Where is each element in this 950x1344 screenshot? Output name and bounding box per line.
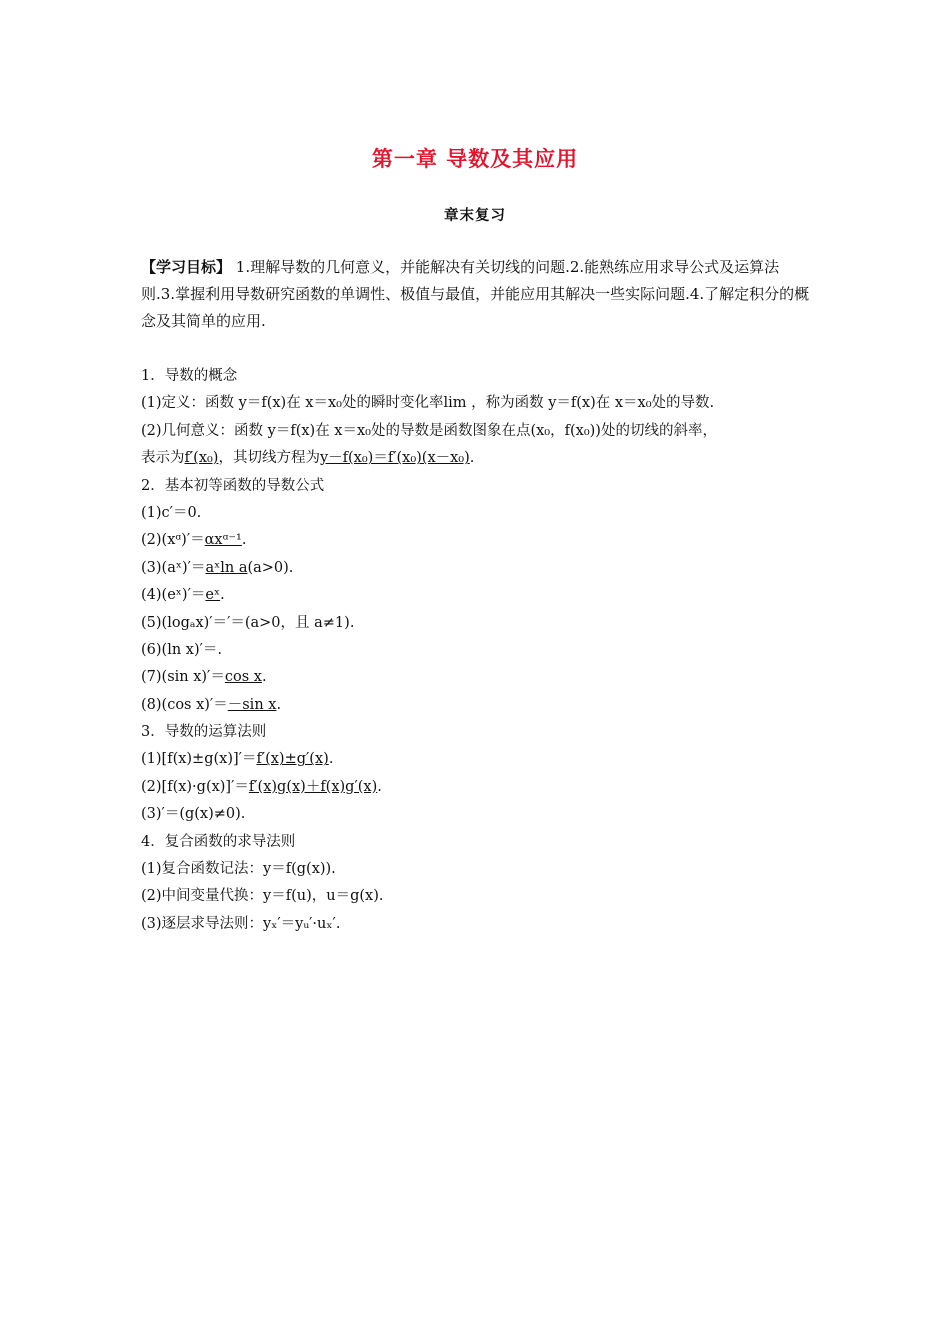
composite-line: (1)复合函数记法：y＝f(g(x)). [141, 861, 336, 878]
text-span: . [328, 751, 334, 768]
text-span: . [241, 532, 247, 549]
text-span: . [469, 450, 475, 467]
composite-line: (2)中间变量代换：y＝f(u)，u＝g(x). [141, 888, 384, 905]
blank-answer: f′(x₀) [184, 450, 219, 467]
blank-answer: eˣ [205, 587, 221, 604]
text-span: (a>0). [247, 559, 294, 576]
learning-goals-text: 1.理解导数的几何意义，并能解决有关切线的问题.2.能熟练应用求导公式及运算法则.3.掌握利用导数研究函数的单调性、极值与最值，并能应用其解决一些实际问题.4.了解定积分的概念及其简单的应用. [141, 258, 810, 330]
text-span: (8)(cos x)′＝ [141, 696, 228, 713]
formula-line: (5)(logₐx)′＝′＝(a>0，且 a≠1). [141, 614, 355, 631]
formula-line: (1)c′＝0. [141, 504, 202, 521]
formula-line [141, 582, 841, 609]
formula-line [141, 692, 841, 719]
blank-answer: αxᵅ⁻¹ [204, 532, 242, 549]
text-span: (2)[f(x)·g(x)]′＝ [141, 778, 249, 795]
text-span: ，其切线方程为 [218, 450, 320, 467]
text-span: 表示为 [141, 450, 185, 467]
blank-answer: cos x [224, 669, 262, 686]
formula-line [141, 527, 841, 554]
heading-composite-rules: 4．复合函数的求导法则 [141, 833, 296, 850]
text-span: . [276, 696, 282, 713]
text-span: . [220, 587, 225, 604]
formula-line: (6)(ln x)′＝. [141, 641, 223, 658]
blank-answer: －sin x [227, 696, 277, 713]
blank-answer: aˣln a [205, 559, 248, 576]
heading-derivative-concept: 1．导数的概念 [141, 368, 238, 384]
heading-basic-formulas: 2．基本初等函数的导数公式 [141, 477, 325, 494]
text-span: (1)[f(x)±g(x)]′＝ [141, 751, 257, 768]
formula-line [141, 664, 841, 691]
blank-answer: f′(x)g(x)＋f(x)g′(x) [248, 778, 378, 795]
definition-line: (1)定义：函数 y＝f(x)在 x＝x₀处的瞬时变化率lim ，称为函数 y＝f(x)在 x＝x₀处的导数. [141, 395, 715, 412]
text-span: . [261, 669, 267, 686]
text-span: (7)(sin x)′＝ [141, 669, 225, 686]
rule-line: (3)′＝(g(x)≠0). [141, 806, 246, 823]
rule-line [141, 774, 841, 801]
blank-answer: f′(x)±g′(x) [256, 751, 329, 768]
text-span: (3)(aˣ)′＝ [141, 559, 206, 576]
learning-goals-tag: 【学习目标】 [141, 258, 232, 276]
learning-goals [141, 254, 813, 335]
heading-operation-rules: 3．导数的运算法则 [141, 724, 267, 741]
section-subtitle: 章末复习 [444, 208, 506, 224]
composite-line: (3)逐层求导法则：yₓ′＝yᵤ′·uₓ′. [141, 915, 341, 932]
tangent-line-formula [141, 445, 841, 472]
blank-answer: y－f(x₀)＝f′(x₀)(x－x₀) [319, 450, 470, 467]
content-body [141, 363, 841, 938]
geometric-meaning-line: (2)几何意义：函数 y＝f(x)在 x＝x₀处的导数是函数图象在点(x₀，f(x₀))处的切线的斜率， [141, 422, 717, 439]
rule-line [141, 746, 841, 773]
formula-line [141, 555, 841, 582]
chapter-title: 第一章 导数及其应用 [371, 147, 579, 171]
text-span: (4)(eˣ)′＝ [141, 587, 206, 604]
text-span: (2)(xᵅ)′＝ [141, 532, 205, 549]
text-span: . [377, 778, 382, 795]
